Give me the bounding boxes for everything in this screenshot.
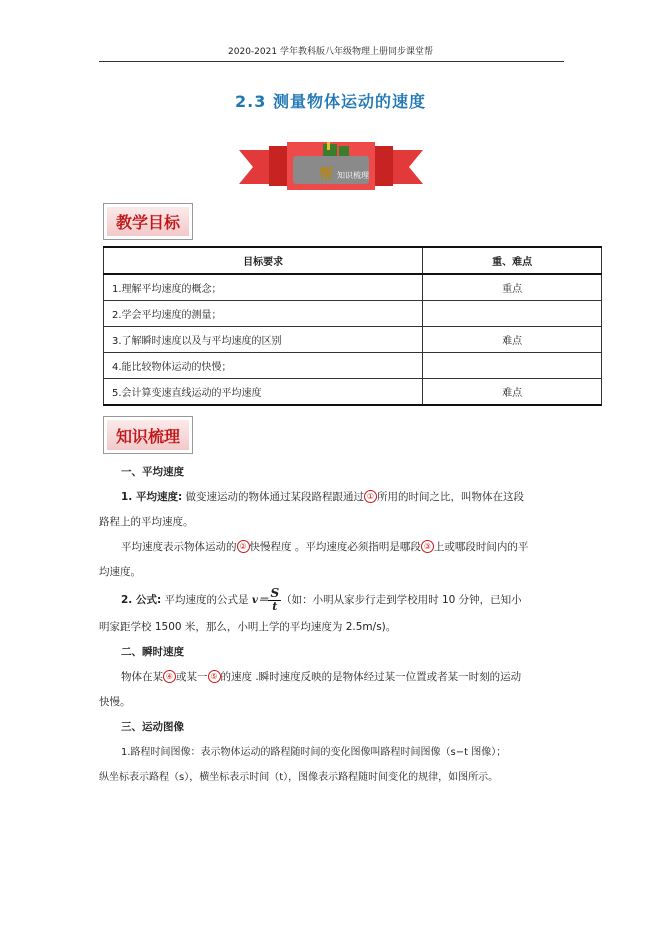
text-run: 做变速运动的物体通过某段路程跟通过 bbox=[182, 491, 364, 503]
table-header-level: 重、难点 bbox=[423, 247, 602, 274]
text-line: 明家距学校 1500 米，那么，小明上学的平均速度为 2.5m/s)。 bbox=[99, 621, 397, 633]
text-run: 或某一 bbox=[176, 671, 208, 683]
table-cell-level bbox=[423, 353, 602, 379]
section-heading-goals-label: 教学目标 bbox=[107, 207, 189, 236]
banner-glyph: 帮 bbox=[319, 167, 333, 183]
text-run: 平均速度的公式是 bbox=[161, 594, 252, 606]
table-cell-goal: 4.能比较物体运动的快慢； bbox=[104, 353, 423, 379]
table-row bbox=[104, 327, 602, 353]
blank-marker: ⑤ bbox=[208, 670, 221, 683]
table-header-goal: 目标要求 bbox=[104, 247, 423, 274]
page-header: 2020-2021 学年教科版八年级物理上册同步课堂帮 bbox=[228, 47, 433, 57]
text-line: 快慢。 bbox=[99, 696, 131, 708]
content-body bbox=[99, 460, 569, 790]
section-heading-knowledge-label: 知识梳理 bbox=[107, 420, 189, 450]
table-cell-goal: 3.了解瞬时速度以及与平均速度的区别 bbox=[104, 327, 423, 353]
text-run: 物体在某 bbox=[121, 671, 163, 683]
banner-label: 知识梳理 bbox=[337, 171, 369, 180]
formula-fraction bbox=[268, 587, 281, 613]
table-row bbox=[104, 301, 602, 327]
table-row bbox=[104, 274, 602, 301]
section-heading-goals bbox=[103, 203, 193, 240]
text-run: 平均速度表示物体运动的 bbox=[121, 541, 237, 553]
text-run: 快慢程度 。平均速度必须指明是哪段 bbox=[249, 541, 421, 553]
paragraph-instant-speed bbox=[99, 665, 569, 690]
paragraph-average-speed-meaning bbox=[99, 535, 569, 560]
text-run: 的速度 .瞬时速度反映的是物体经过某一位置或者某一时刻的运动 bbox=[220, 671, 522, 683]
text-run: 所用的时间之比，叫物体在这段 bbox=[377, 491, 524, 503]
table-cell-level bbox=[423, 301, 602, 327]
text-run: 上或哪段时间内的平 bbox=[433, 541, 529, 553]
term-label: 1. 平均速度: bbox=[121, 491, 183, 503]
heading-average-speed: 一、平均速度 bbox=[121, 466, 184, 478]
table-cell-goal: 5.会计算变速直线运动的平均速度 bbox=[104, 379, 423, 406]
blank-marker: ④ bbox=[163, 670, 176, 683]
blank-marker: ① bbox=[364, 490, 377, 503]
text-line: 纵坐标表示路程（s），横坐标表示时间（t），图像表示路程随时间变化的规律，如图所示。 bbox=[99, 772, 499, 783]
blank-marker: ② bbox=[237, 540, 250, 553]
knowledge-banner bbox=[239, 142, 423, 192]
table-row bbox=[104, 379, 602, 406]
text-run: （如：小明从家步行走到学校用时 10 分钟，已知小 bbox=[281, 594, 522, 606]
text-line: 路程上的平均速度。 bbox=[99, 516, 194, 528]
paragraph-average-speed-def bbox=[99, 485, 569, 510]
paragraph-formula bbox=[99, 585, 569, 615]
text-line: 均速度。 bbox=[99, 566, 141, 578]
table-cell-goal: 1.理解平均速度的概念； bbox=[104, 274, 423, 301]
section-heading-knowledge bbox=[103, 416, 193, 454]
paragraph-motion-graph: 1.路程时间图像：表示物体运动的路程随时间的变化图像叫路程时间图像（s−t 图像）； bbox=[121, 747, 507, 758]
formula-numerator: S bbox=[270, 586, 280, 600]
table-cell-level: 难点 bbox=[423, 379, 602, 406]
heading-motion-graph: 三、运动图像 bbox=[121, 721, 184, 733]
table-row bbox=[104, 353, 602, 379]
term-label: 2. 公式: bbox=[121, 594, 162, 606]
table-cell-level: 难点 bbox=[423, 327, 602, 353]
table-cell-goal: 2.学会平均速度的测量； bbox=[104, 301, 423, 327]
heading-instant-speed: 二、瞬时速度 bbox=[121, 646, 184, 658]
formula-v: v＝ bbox=[251, 594, 269, 606]
page-title: 2.3 测量物体运动的速度 bbox=[235, 92, 426, 111]
blank-marker: ③ bbox=[421, 540, 434, 553]
goals-table bbox=[103, 246, 602, 406]
header-divider bbox=[99, 61, 564, 62]
table-header-row bbox=[104, 247, 602, 274]
formula-denominator: t bbox=[272, 600, 278, 613]
table-cell-level: 重点 bbox=[423, 274, 602, 301]
